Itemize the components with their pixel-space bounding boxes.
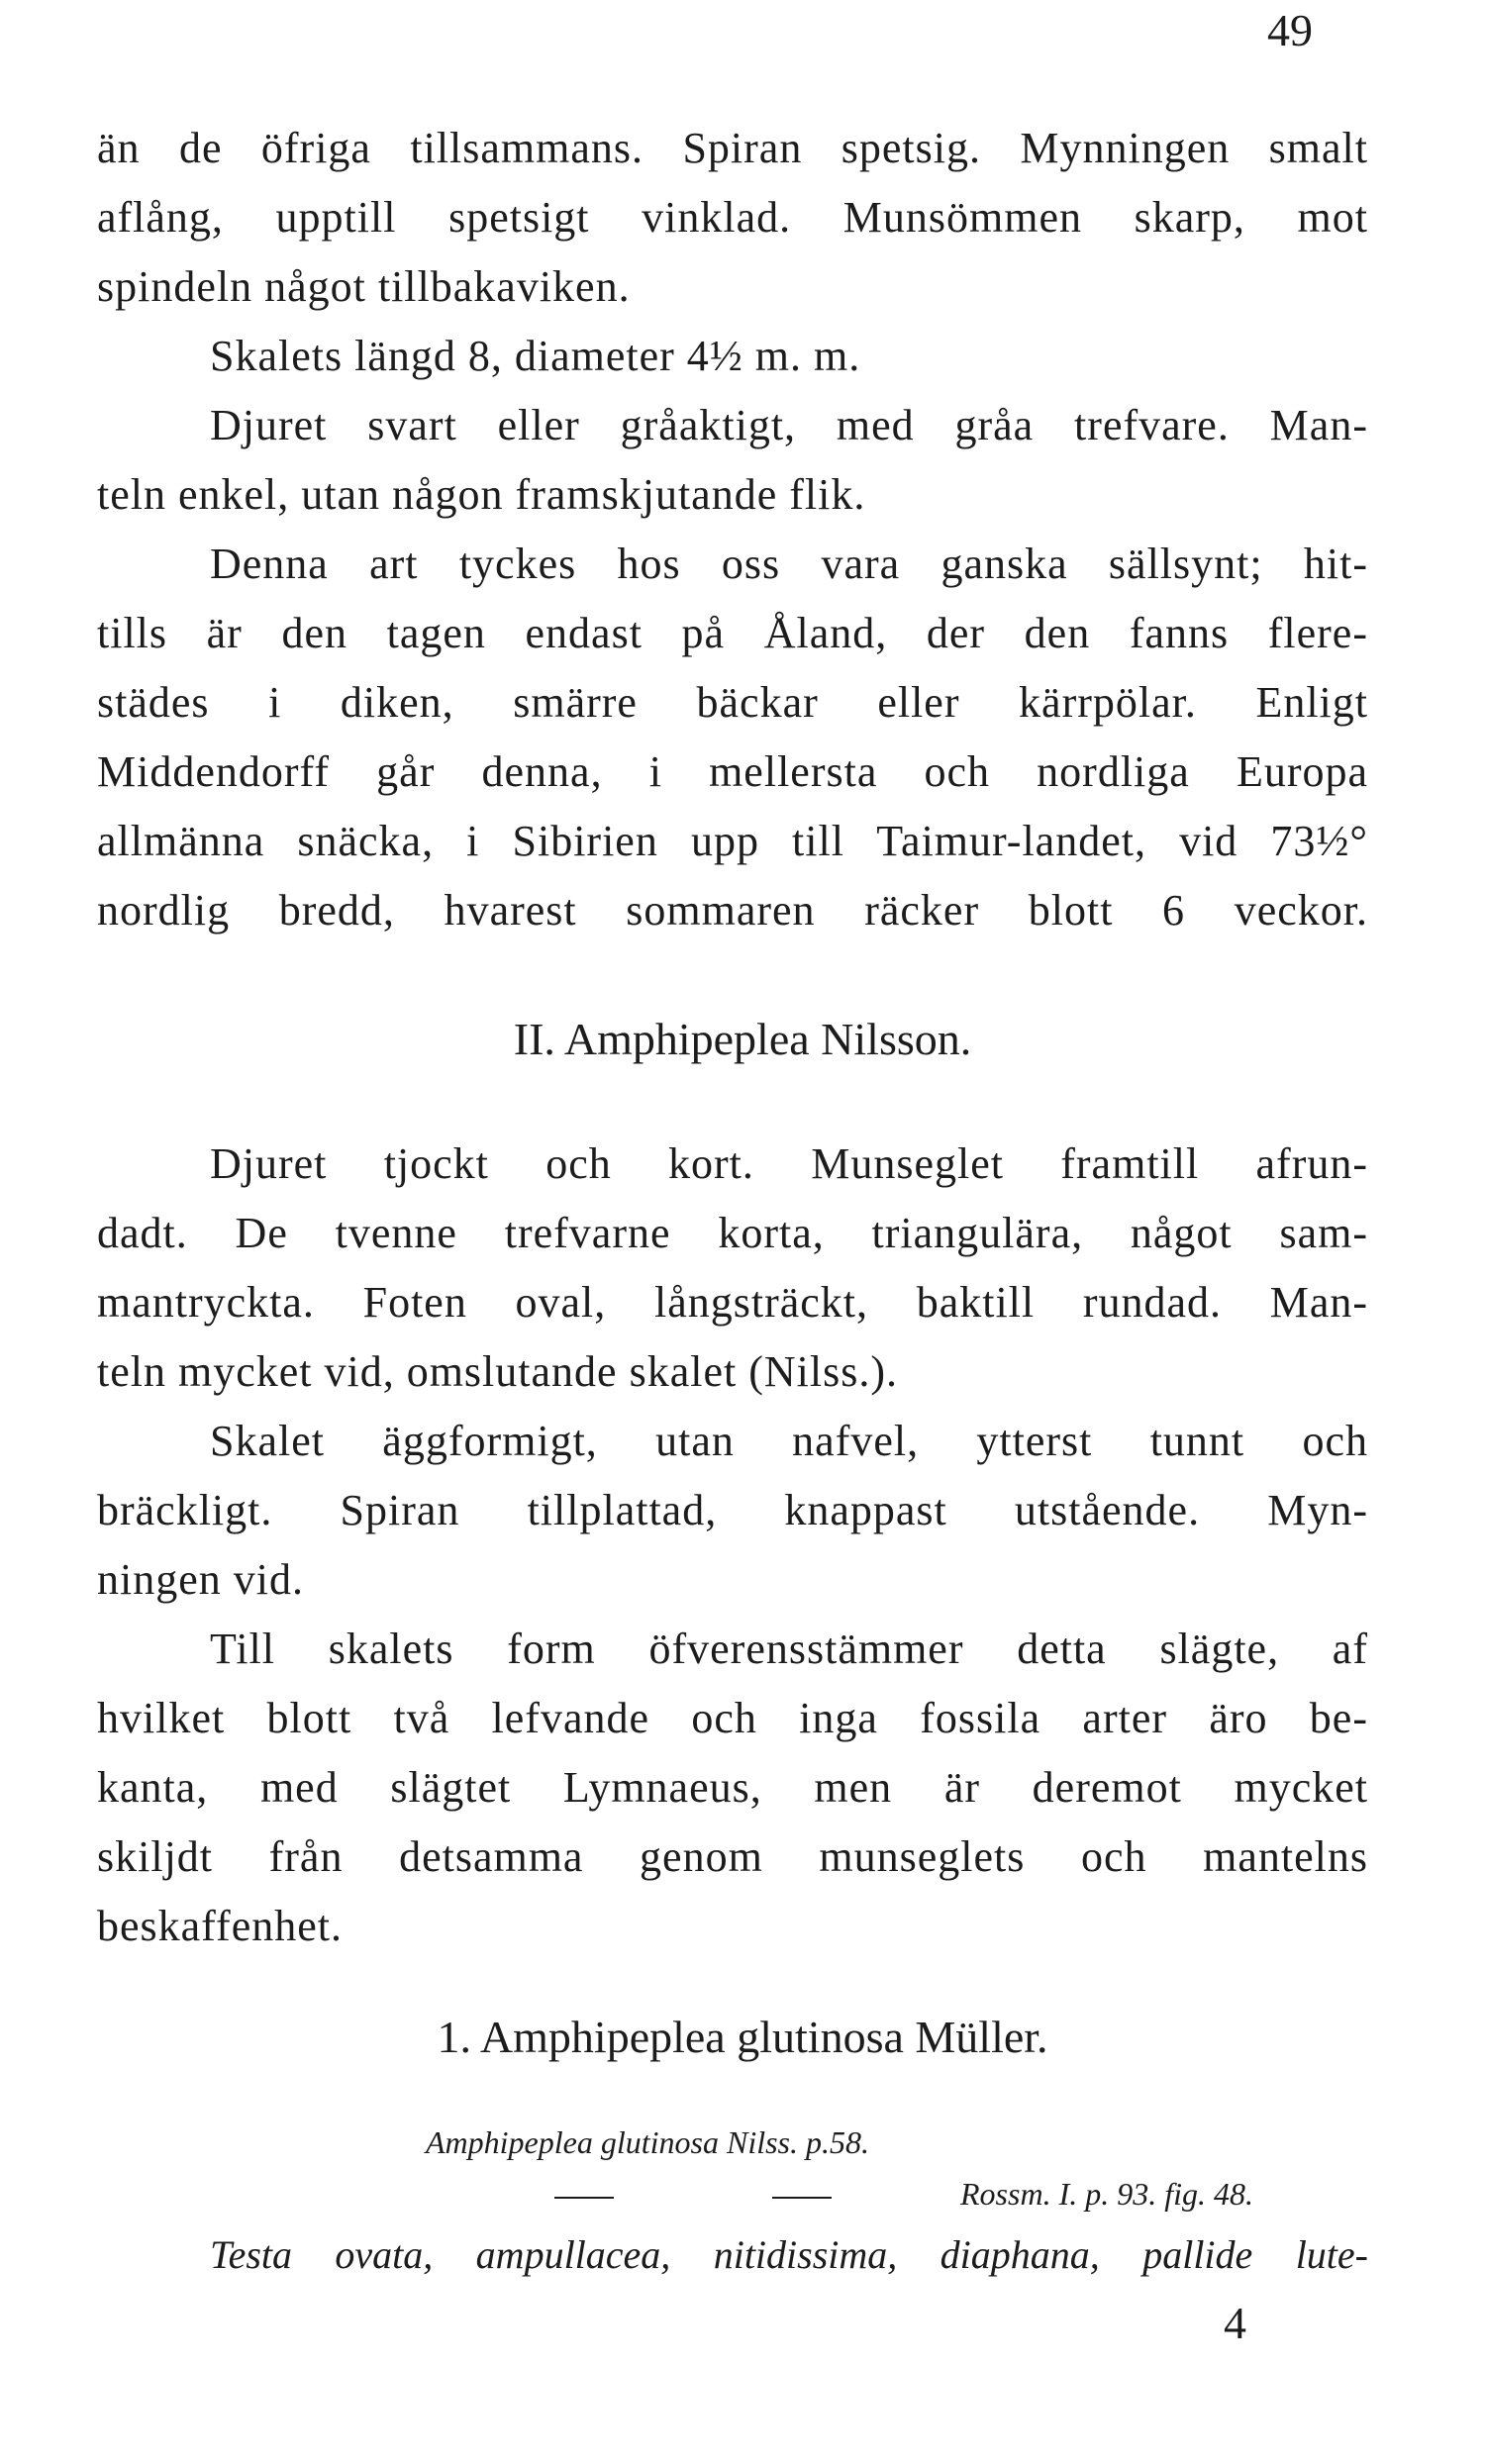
species-heading: 1. Amphipeplea glutinosa Müller. xyxy=(437,2012,1048,2062)
text-line: Till skalets form öfverensstämmer detta slägte, af xyxy=(210,1625,1368,1673)
text-line: aflång, upptill spetsigt vinklad. Munsömmen skarp, mot xyxy=(97,193,1368,242)
page-number: 49 xyxy=(1267,5,1313,55)
text-line: Middendorff går denna, i mellersta och nordliga Europa xyxy=(97,747,1368,796)
text-line: mantryckta. Foten oval, långsträckt, baktill rundad. Man- xyxy=(97,1278,1368,1327)
text-line: allmänna snäcka, i Sibirien upp till Taimur-landet, vid 73½° xyxy=(97,817,1368,865)
text-line: beskaffenhet. xyxy=(97,1902,343,1950)
text-line: teln mycket vid, omslutande skalet (Nilss.). xyxy=(97,1347,898,1396)
text-line: ningen vid. xyxy=(97,1555,304,1604)
text-line: Skalets längd 8, diameter 4½ m. m. xyxy=(210,332,861,380)
synonym-reference: Amphipeplea glutinosa Nilss. p.58. xyxy=(426,2124,869,2160)
text-line: skiljdt från detsamma genom munseglets och mantelns xyxy=(97,1832,1368,1881)
text-line: tills är den tagen endast på Åland, der den fanns flere- xyxy=(97,609,1368,657)
text-line: teln enkel, utan någon framskjutande flik. xyxy=(97,470,866,519)
synonym-reference: Rossm. I. p. 93. fig. 48. xyxy=(960,2176,1253,2212)
text-line: Djuret tjockt och kort. Munseglet framtill afrun- xyxy=(210,1139,1368,1188)
text-line: dadt. De tvenne trefvarne korta, triangulära, något sam- xyxy=(97,1209,1368,1257)
text-line: städes i diken, smärre bäckar eller kärrpölar. Enligt xyxy=(97,678,1368,727)
text-line: kanta, med slägtet Lymnaeus, men är deremot mycket xyxy=(97,1763,1368,1812)
text-line: Denna art tyckes hos oss vara ganska sällsynt; hit- xyxy=(210,540,1368,588)
signature-mark: 4 xyxy=(1224,2298,1246,2348)
text-line: Djuret svart eller gråaktigt, med gråa trefvare. Man- xyxy=(210,401,1368,449)
text-line: hvilket blott två lefvande och inga fossila arter äro be- xyxy=(97,1694,1368,1742)
text-line: nordlig bredd, hvarest sommaren räcker blott 6 veckor. xyxy=(97,886,1368,935)
text-line: spindeln något tillbakaviken. xyxy=(97,262,631,311)
text-line: bräckligt. Spiran tillplattad, knappast utstående. Myn- xyxy=(97,1486,1368,1534)
text-line: än de öfriga tillsammans. Spiran spetsig. Mynningen smalt xyxy=(97,124,1368,172)
latin-description: Testa ovata, ampullacea, nitidissima, diaphana, pallide lute- xyxy=(210,2232,1368,2277)
genus-heading: II. Amphipeplea Nilsson. xyxy=(513,1014,972,1064)
dash-mark xyxy=(554,2176,832,2213)
text-line: Skalet äggformigt, utan nafvel, ytterst tunnt och xyxy=(210,1417,1368,1465)
